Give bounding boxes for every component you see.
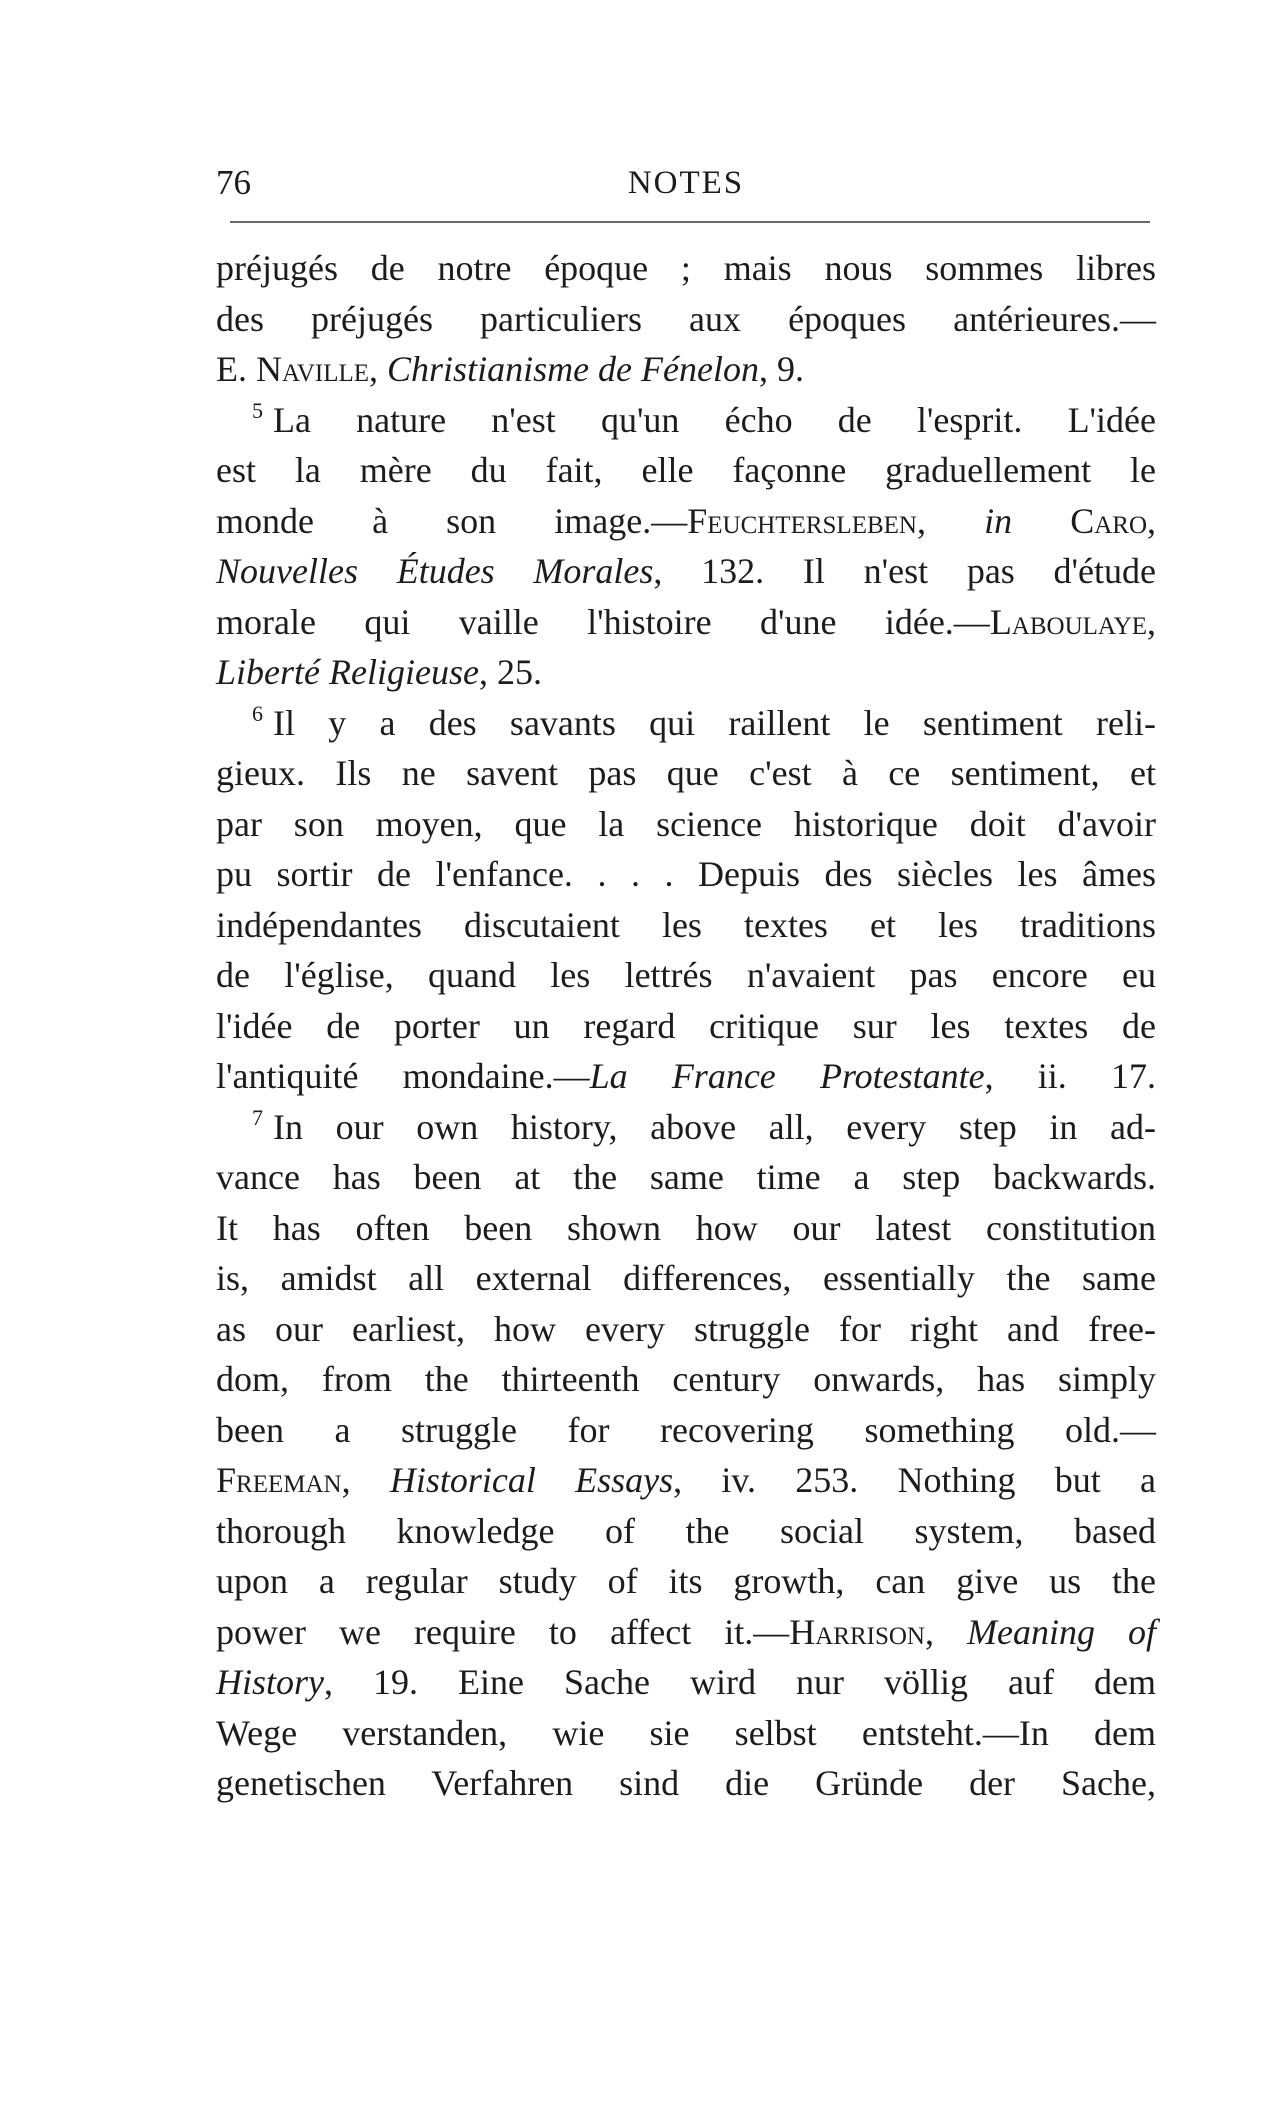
author-name: Naville <box>256 349 370 389</box>
text-segment: , 9. <box>758 349 804 389</box>
footnote-number: 5 <box>252 397 263 423</box>
text-line <box>216 900 1156 951</box>
footnote-first-line <box>216 1102 1156 1153</box>
text-segment: Il y a des savants qui raillent le sentiment reli- <box>273 702 1156 743</box>
text-segment: , <box>1147 601 1156 642</box>
text-line <box>216 1607 1156 1658</box>
text-segment: thorough knowledge of the social system, based <box>216 1510 1156 1551</box>
work-title: in <box>984 500 1013 541</box>
text-line <box>216 1203 1156 1254</box>
text-line <box>216 1001 1156 1052</box>
text-line <box>216 1405 1156 1456</box>
text-line <box>216 1304 1156 1355</box>
author-name: Feuchtersleben <box>687 500 917 541</box>
text-line <box>216 1354 1156 1405</box>
text-segment: , ii. 17. <box>984 1056 1156 1096</box>
text-segment: genetischen Verfahren sind die Gründe der Sache, <box>216 1763 1156 1803</box>
text-line <box>216 1708 1156 1759</box>
text-line <box>216 849 1156 900</box>
text-segment: , <box>1147 500 1157 541</box>
text-line <box>216 1152 1156 1203</box>
text-line <box>216 1758 1156 1809</box>
text-segment: pu sortir de l'enfance. . . . Depuis des siècles les âmes <box>216 854 1156 894</box>
author-name: Laboulaye <box>989 601 1147 642</box>
text-line <box>216 1253 1156 1304</box>
text-segment: indépendantes discutaient les textes et les traditions <box>216 904 1156 945</box>
text-line <box>216 1506 1156 1557</box>
text-line <box>216 243 1156 294</box>
text-segment: been a struggle for recovering something old.— <box>216 1409 1156 1450</box>
text-segment: l'idée de porter un regard critique sur les textes de <box>216 1005 1156 1046</box>
text-segment: It has often been shown how our latest constitution <box>216 1207 1156 1248</box>
work-title: La France Protestante <box>589 1056 985 1096</box>
footnote-first-line <box>216 698 1156 749</box>
text-line <box>216 950 1156 1001</box>
text-segment: , iv. 253. Nothing but a <box>673 1460 1156 1500</box>
footnote-number: 7 <box>252 1104 263 1130</box>
text-segment <box>1012 501 1070 541</box>
text-segment: de l'église, quand les lettrés n'avaient pas encore eu <box>216 955 1156 995</box>
work-title: History <box>216 1662 324 1702</box>
text-segment: E. <box>216 349 256 389</box>
text-segment: as our earliest, how every struggle for right and free- <box>216 1308 1156 1349</box>
work-title: Nouvelles Études Morales <box>216 551 654 591</box>
notes-body <box>216 243 1156 1809</box>
page-number: 76 <box>216 163 251 202</box>
work-title: Meaning of <box>967 1611 1156 1652</box>
text-segment: , 25. <box>478 652 542 692</box>
text-line <box>216 546 1156 597</box>
running-head <box>216 158 1156 208</box>
text-segment: In our own history, above all, every step in ad- <box>273 1106 1156 1147</box>
text-segment: dom, from the thirteenth century onwards, has simply <box>216 1359 1156 1399</box>
text-segment: Wege verstanden, wie sie selbst entsteht.—In dem <box>216 1712 1156 1753</box>
text-segment: gieux. Ils ne savent pas que c'est à ce sentiment, et <box>216 753 1156 793</box>
text-line <box>216 445 1156 496</box>
author-name: Freeman <box>216 1460 342 1500</box>
work-title: Liberté Religieuse <box>216 652 479 692</box>
work-title: Christianisme de Fénelon <box>387 349 759 389</box>
text-line <box>216 1556 1156 1607</box>
text-segment: La nature n'est qu'un écho de l'esprit. L'idée <box>273 399 1156 440</box>
footnote-number: 6 <box>252 700 263 726</box>
text-segment: vance has been at the same time a step backwards. <box>216 1157 1156 1197</box>
text-segment: , 132. Il n'est pas d'étude <box>653 551 1156 591</box>
text-segment: is, amidst all external differences, essentially the same <box>216 1258 1156 1298</box>
running-title: NOTES <box>627 165 745 201</box>
text-line <box>216 1657 1156 1708</box>
text-line <box>216 344 1156 395</box>
text-segment: morale qui vaille l'histoire d'une idée.— <box>216 601 990 642</box>
text-segment: , <box>916 500 985 541</box>
text-line <box>216 799 1156 850</box>
text-segment: par son moyen, que la science historique doit d'avoir <box>216 803 1156 844</box>
header-rule <box>230 221 1150 223</box>
text-segment: , <box>341 1460 390 1500</box>
text-segment: , 19. Eine Sache wird nur völlig auf dem <box>324 1662 1156 1702</box>
work-title: Historical Essays <box>389 1460 674 1500</box>
text-segment: des préjugés particuliers aux époques antérieures.— <box>216 298 1156 339</box>
text-segment: upon a regular study of its growth, can give us the <box>216 1561 1156 1601</box>
footnote-first-line <box>216 395 1156 446</box>
text-segment: , <box>924 1611 967 1652</box>
text-line <box>216 294 1156 345</box>
text-line <box>216 748 1156 799</box>
text-segment: préjugés de notre époque ; mais nous sommes libres <box>216 248 1156 288</box>
text-segment: l'antiquité mondaine.— <box>216 1056 590 1096</box>
text-segment: power we require to affect it.— <box>216 1611 790 1652</box>
author-name: Harrison <box>789 1611 925 1652</box>
text-line <box>216 496 1156 547</box>
text-line <box>216 1455 1156 1506</box>
text-segment: , <box>369 349 388 389</box>
text-segment: monde à son image.— <box>216 500 688 541</box>
author-name: Caro <box>1070 500 1148 541</box>
text-line <box>216 597 1156 648</box>
text-line <box>216 1051 1156 1102</box>
text-line <box>216 647 1156 698</box>
text-segment: est la mère du fait, elle façonne graduellement le <box>216 450 1156 490</box>
